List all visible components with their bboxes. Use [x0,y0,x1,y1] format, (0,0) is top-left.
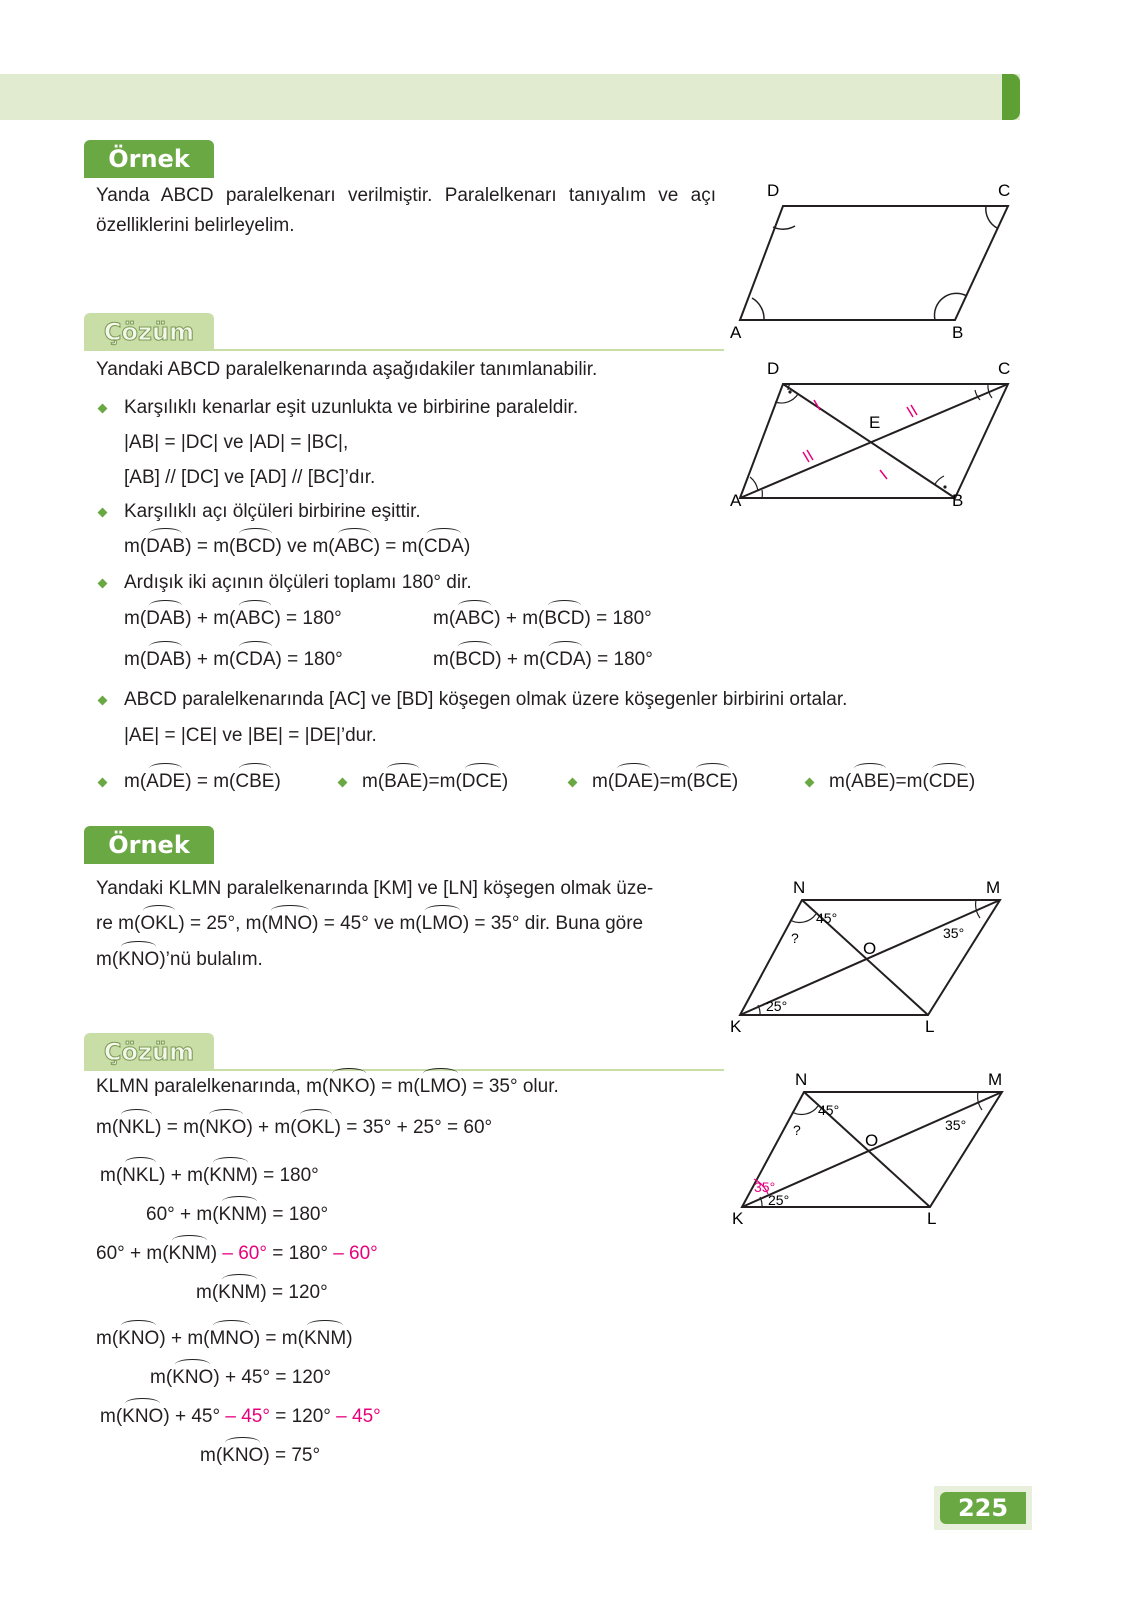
label-D: D [767,181,780,200]
angle-35: 35° [943,925,965,941]
parallelogram-diagram-2 [730,360,1020,520]
bullet-marker [805,778,815,788]
label-N: N [793,880,806,897]
solution1-bullet2: Karşılıklı açı ölçüleri birbirine eşittir. [124,501,421,522]
equation-dae-bce: m(DAE)=m(BCE) [592,771,739,792]
angle-35: 35° [945,1117,967,1133]
equation-abe-cde: m(ABE)=m(CDE) [829,771,976,792]
label-O: O [863,939,877,958]
ornek-badge-2: Örnek [84,826,214,864]
solution2-line9: m(KNO) + 45° – 45° = 120° – 45° [100,1406,381,1427]
solution2-line2: m(NKL) = m(NKO) + m(OKL) = 35° + 25° = 60° [96,1117,493,1138]
ornek-underline-2 [84,862,214,864]
bullet-marker [98,404,108,414]
header-tab [1002,74,1020,120]
header-bar [0,74,1020,120]
solution1-bullet1-line2: [AB] // [DC] ve [AD] // [BC]’dır. [124,467,376,488]
example1-text: Yanda ABCD paralelkenarı verilmiştir. Paralelkenarı tanıyalım ve açı özelliklerini belirleyelim. [96,185,716,236]
label-L: L [925,1017,935,1036]
cozum-badge-2: Çözüm [84,1033,214,1071]
solution2-line10: m(KNO) = 75° [200,1445,321,1466]
label-O: O [865,1131,879,1150]
label-M: M [988,1072,1003,1089]
solution1-bullet4-line: |AE| = |CE| ve |BE| = |DE|’dur. [124,725,377,746]
equation-bae-dce: m(BAE)=m(DCE) [362,771,509,792]
solution1-bullet1-line1: |AB| = |DC| ve |AD| = |BC|, [124,432,349,453]
klmn-diagram-1 [730,880,1020,1040]
example2-text-line3: m(KNO)’nü bulalım. [96,949,263,970]
solution2-line4: 60° + m(KNM) = 180° [146,1204,329,1225]
label-A: A [730,491,742,510]
angle-45: 45° [818,1102,840,1118]
page-number: 225 [940,1492,1026,1524]
bullet-marker [568,778,578,788]
parallelogram-diagram-1 [730,180,1020,340]
label-A: A [730,323,742,340]
ornek-underline-1 [84,176,214,178]
bullet-marker [338,778,348,788]
label-question: ? [793,1122,801,1138]
equation-ade-cbe: m(ADE) = m(CBE) [124,771,281,792]
solution2-line7: m(KNO) + m(MNO) = m(KNM) [96,1328,353,1349]
solution1-bullet1: Karşılıklı kenarlar eşit uzunlukta ve birbirine paraleldir. [124,397,579,418]
example2-text-line1: Yandaki KLMN paralelkenarında [KM] ve [LN] köşegen olmak üze- [96,878,654,899]
label-B: B [952,491,964,510]
klmn-diagram-2 [732,1072,1022,1232]
equation-sum-4: m(BCD) + m(CDA) = 180° [433,649,653,670]
cozum-badge-1: Çözüm [84,313,214,351]
solution2-line3: m(NKL) + m(KNM) = 180° [100,1165,319,1186]
equation-sum-2: m(ABC) + m(BCD) = 180° [433,608,652,629]
angle-35-highlight: 35° [754,1179,776,1195]
bullet-marker [98,508,108,518]
bullet-marker [98,696,108,706]
solution2-line1: KLMN paralelkenarında, m(NKO) = m(LMO) = 35° olur. [96,1076,559,1097]
label-E: E [869,413,881,432]
cozum-underline-2 [84,1069,724,1071]
solution2-line5: 60° + m(KNM) – 60° = 180° – 60° [96,1243,378,1264]
label-C: C [998,360,1011,378]
label-L: L [927,1209,937,1228]
label-D: D [767,360,780,378]
cozum-underline-1 [84,349,724,351]
solution1-bullet3: Ardışık iki açının ölçüleri toplamı 180° dir. [124,572,472,593]
label-B: B [952,323,964,340]
solution1-intro: Yandaki ABCD paralelkenarında aşağıdakiler tanımlanabilir. [96,359,598,380]
label-K: K [732,1209,744,1228]
ornek-badge-1: Örnek [84,140,214,178]
example2-text-line2: re m(OKL) = 25°, m(MNO) = 45° ve m(LMO) = 35° dir. Buna göre [96,913,644,934]
solution2-line8: m(KNO) + 45° = 120° [150,1367,332,1388]
bullet-marker [98,778,108,788]
solution1-bullet4: ABCD paralelkenarında [AC] ve [BD] köşegen olmak üzere köşegenler birbirini ortalar. [124,689,848,710]
equation-sum-1: m(DAB) + m(ABC) = 180° [124,608,342,629]
angle-25: 25° [766,998,788,1014]
label-C: C [998,181,1011,200]
solution2-line6: m(KNM) = 120° [196,1282,328,1303]
label-K: K [730,1017,742,1036]
equation-opposite-angles: m(DAB) = m(BCD) ve m(ABC) = m(CDA) [124,536,471,557]
bullet-marker [98,579,108,589]
label-question: ? [791,930,799,946]
label-M: M [986,880,1001,897]
label-N: N [795,1072,808,1089]
angle-45: 45° [816,910,838,926]
equation-sum-3: m(DAB) + m(CDA) = 180° [124,649,343,670]
angle-25: 25° [768,1192,790,1208]
